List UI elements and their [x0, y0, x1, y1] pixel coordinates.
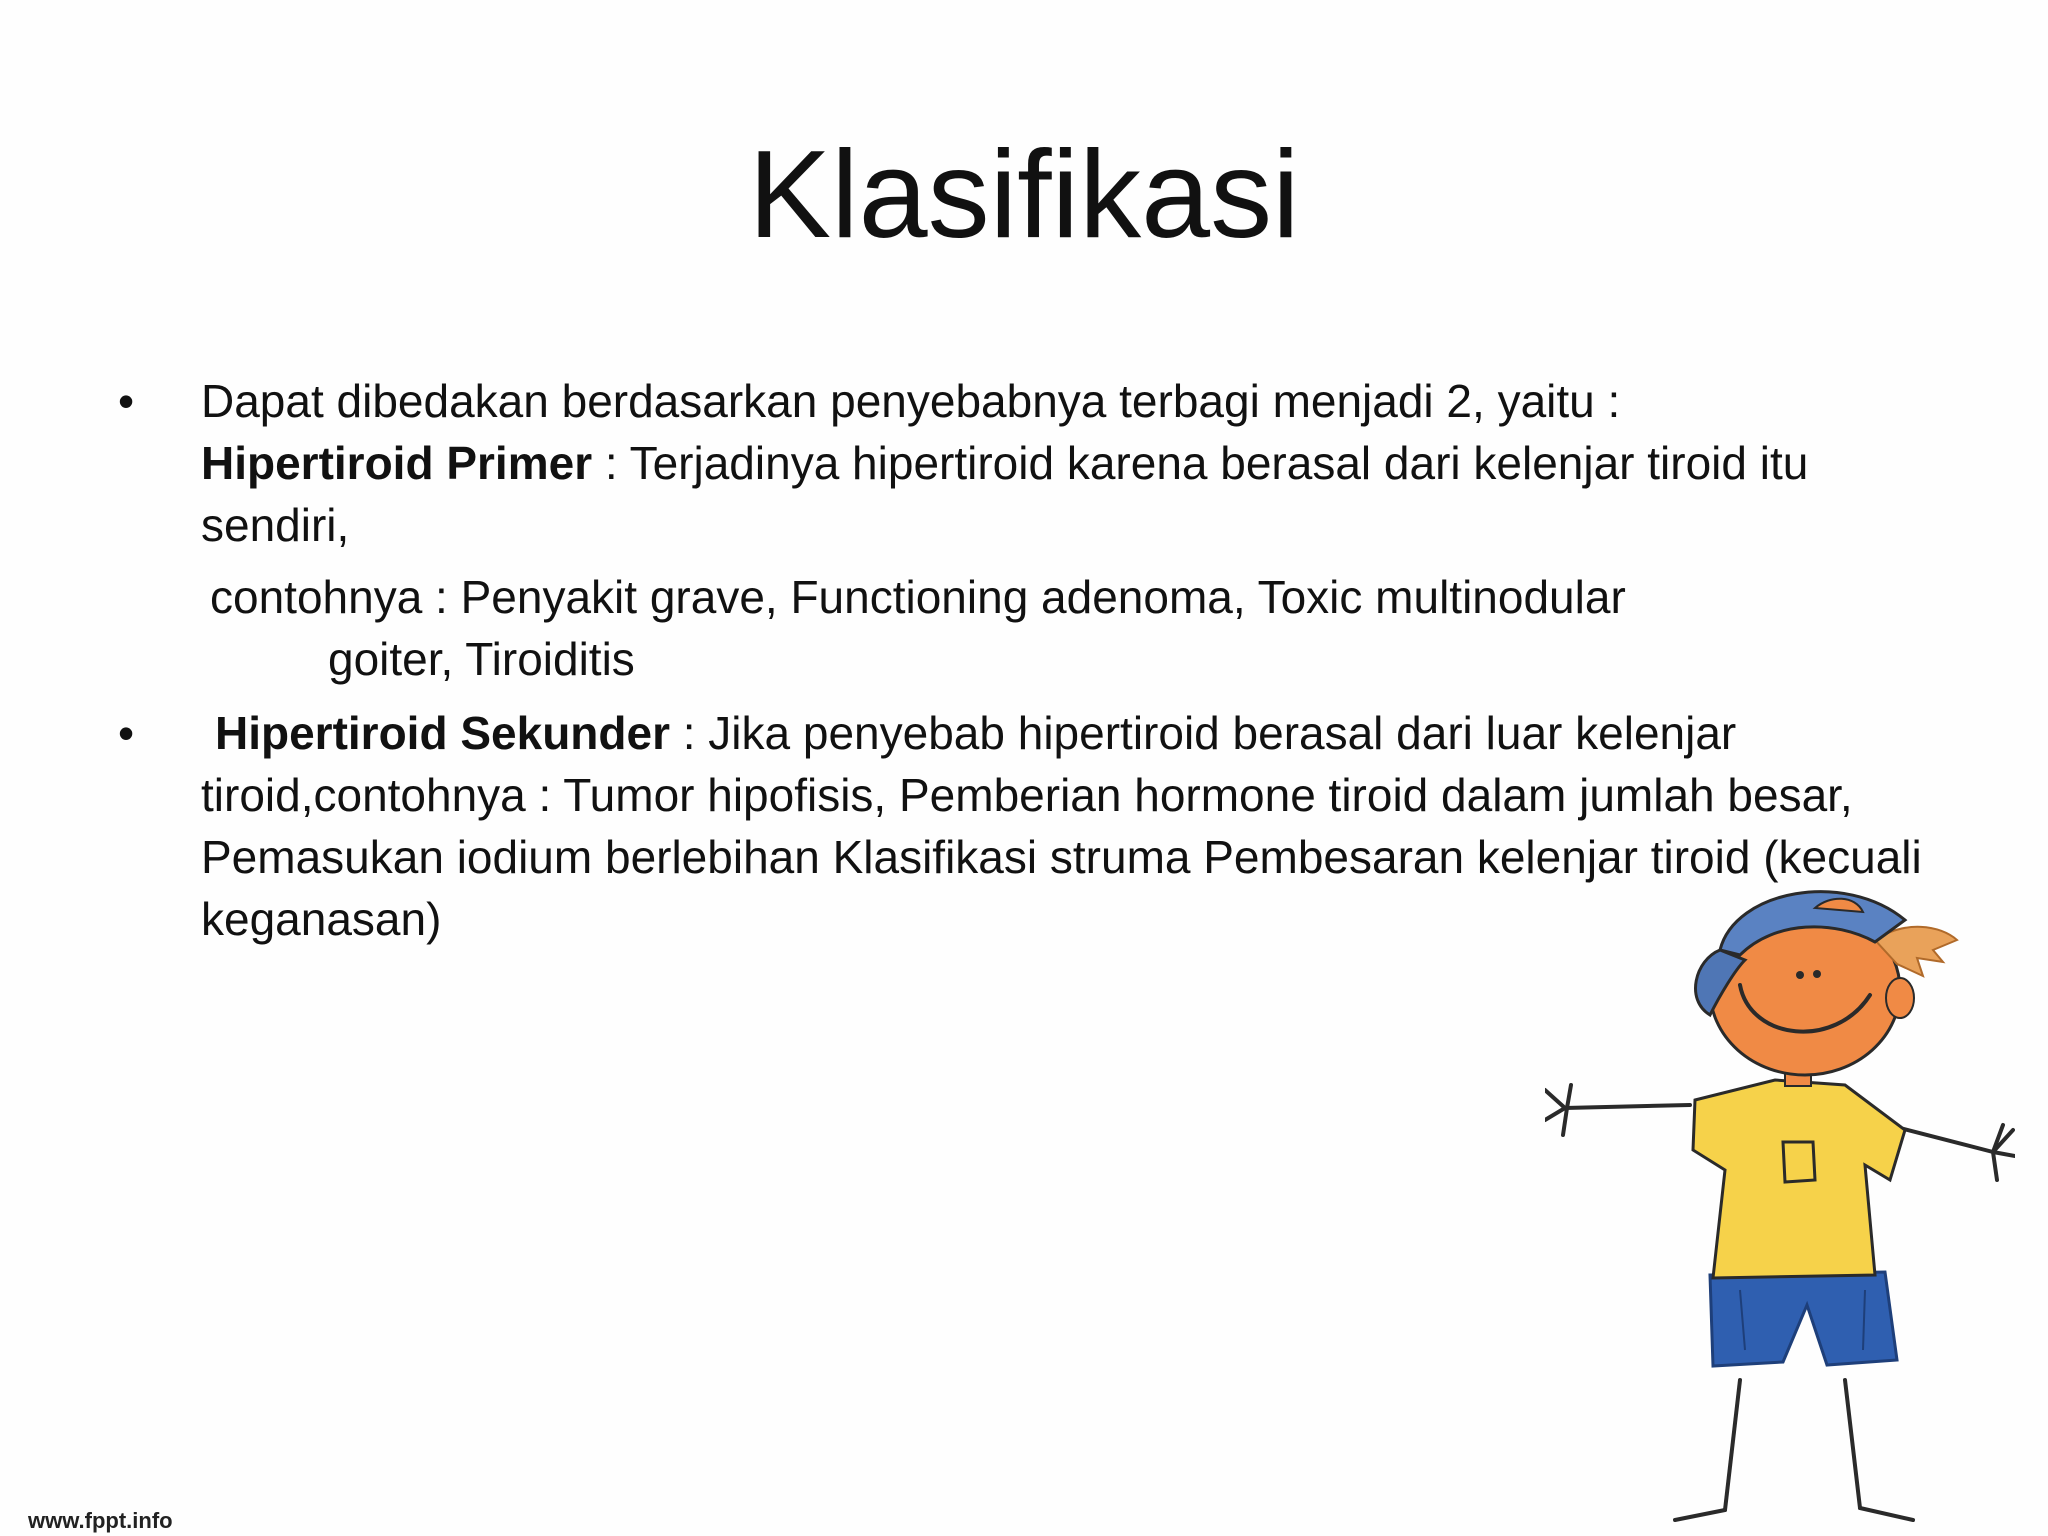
child-drawing-illustration — [1545, 880, 2015, 1530]
term-sekunder-description: : Jika penyebab hipertiroid berasal dari luar kelenjar tiroid,contohnya : Tumor hipofisis, Pemberian hormone tiroid dalam jumlah besar, Pemasukan iodium berlebihan Klasifikasi struma Pembesaran kelenjar tiroid (kecuali keganasan) — [201, 707, 1922, 945]
slide-body — [0, 370, 2048, 950]
intro-text: Dapat dibedakan berdasarkan penyebabnya terbagi menjadi 2, yaitu : — [201, 375, 1621, 427]
bullet-text-primer — [201, 370, 1941, 556]
slide-title: Klasifikasi — [748, 126, 1300, 264]
example-line-1: contohnya : Penyakit grave, Functioning adenoma, Toxic multinodular — [210, 571, 1626, 623]
term-primer: Hipertiroid Primer — [201, 437, 593, 489]
example-paragraph — [0, 566, 1790, 690]
bullet-marker: • — [118, 707, 135, 759]
right-eye — [1813, 970, 1821, 978]
example-line-2: goiter, Tiroiditis — [328, 633, 635, 685]
bullet-item-primer — [0, 370, 1941, 556]
shirt — [1693, 1080, 1905, 1278]
left-eye — [1796, 971, 1804, 979]
term-sekunder: Hipertiroid Sekunder — [215, 707, 670, 759]
shorts — [1710, 1272, 1897, 1366]
legs — [1675, 1380, 1913, 1520]
term-primer-description: : Terjadinya hipertiroid karena berasal dari kelenjar tiroid itu sendiri, — [201, 437, 1809, 551]
bullet-marker: • — [118, 375, 135, 427]
footer-url: www.fppt.info — [28, 1508, 173, 1533]
